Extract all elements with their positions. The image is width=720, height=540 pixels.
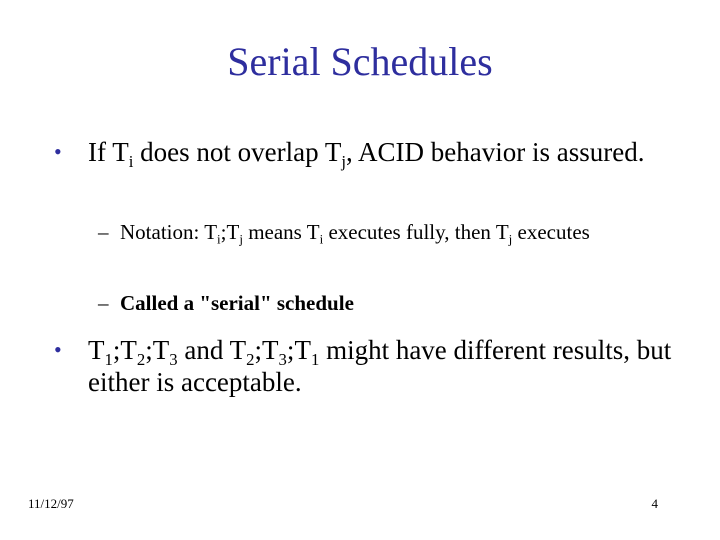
footer-date: 11/12/97 (28, 496, 74, 511)
bullet-text-2: $T_1;T_2;T_3$ and $T_2;T_3;T_1$ might have different results, but either is acceptable. (88, 335, 672, 397)
slide-title: Serial Schedules (227, 39, 493, 84)
sub-point-notation (98, 220, 668, 245)
sub-text-serial: Called a "serial" schedule (120, 291, 354, 315)
bullet-point-2 (54, 334, 674, 398)
dash-icon: – (98, 220, 109, 244)
sub-point-serial (98, 291, 668, 316)
bullet-icon: • (54, 139, 62, 164)
dash-icon: – (98, 291, 109, 315)
bullet-icon: • (54, 337, 62, 362)
bullet-text-1: If $T_i$ does not overlap $T_j$, ACID behavior is assured. (88, 137, 645, 171)
bullet-point-1 (54, 136, 674, 171)
page-number: 4 (651, 496, 658, 511)
sub-text-notation: Notation: $T_i;T_j$ means $T_i$ executes fully, then $T_j$ executes (120, 220, 590, 247)
